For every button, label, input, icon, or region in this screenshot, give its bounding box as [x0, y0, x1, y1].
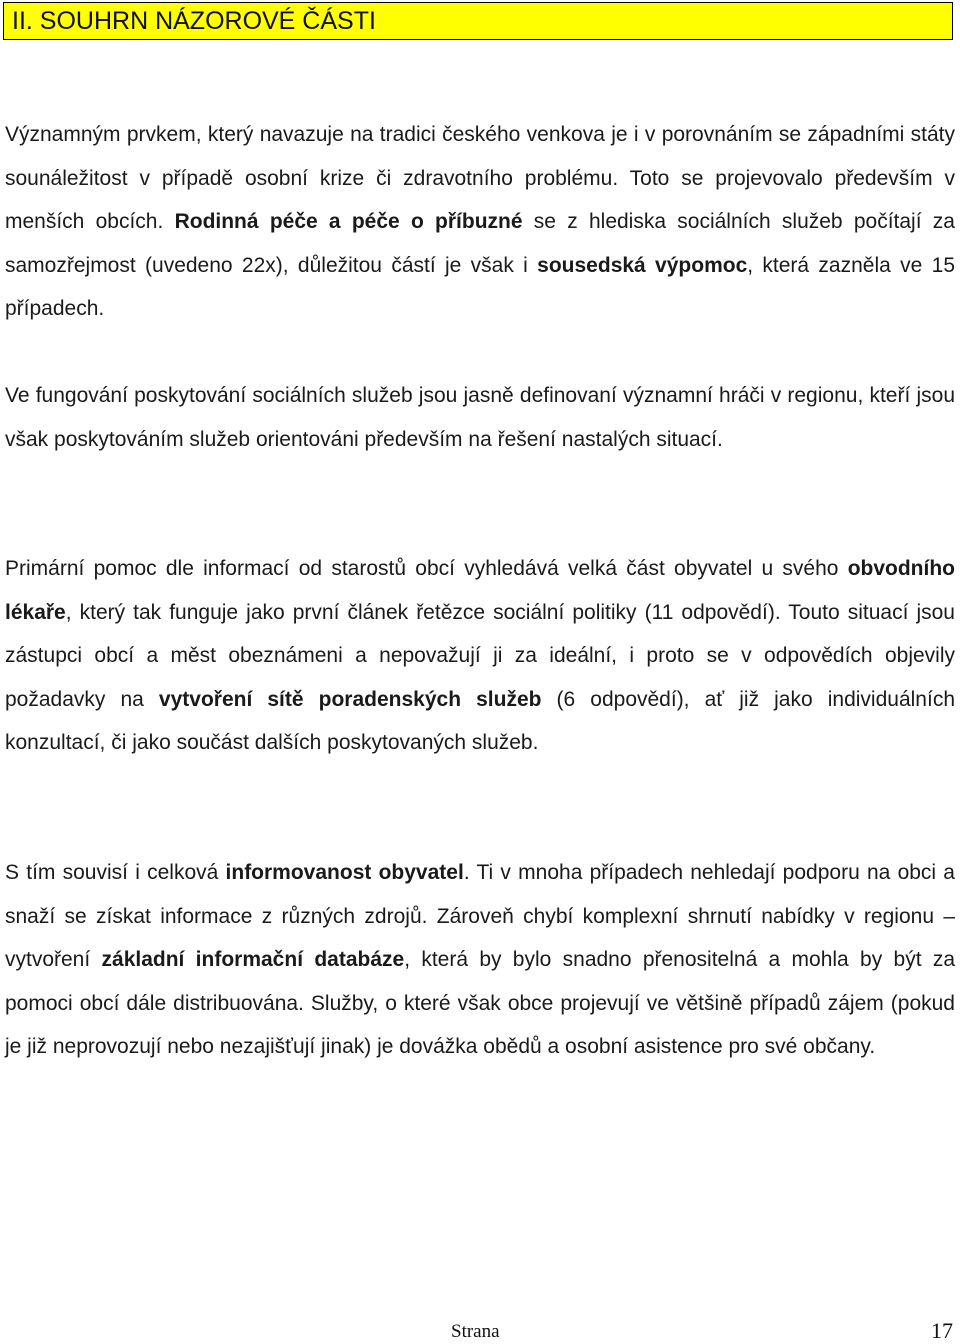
paragraph-1: [5, 113, 955, 331]
paragraph-3-segment-1: Primární pomoc dle informací od starostů obcí vyhledává velká část obyvatel u svého: [5, 557, 848, 580]
paragraph-4-segment-1: S tím souvisí i celková: [5, 861, 226, 884]
paragraph-4-segment-3: . Ti v mnoha případech nehledají podporu na obci a snaží se získat informace z různých zdrojů. Zároveň chybí komplexní shrnutí nabídky v regionu – vytvoření: [5, 861, 955, 972]
footer-page-number: 17: [931, 1318, 953, 1343]
paragraph-2: [5, 374, 955, 461]
paragraph-4-segment-5: , která by bylo snadno přenositelná a mohla by být za pomoci obcí dále distribuována. Služby, o které však obce projevují ve většině případů zájem (pokud je již neprovozují nebo nezajišťují jinak) je dovážka obědů a osobní asistence pro své občany.: [5, 948, 956, 1059]
paragraph-4: [5, 851, 955, 1069]
paragraph-1-segment-3: se z hlediska sociálních služeb počítají za samozřejmost (uvedeno 22x), důležitou částí je však i: [5, 210, 955, 277]
paragraph-2-segment-1: Ve fungování poskytování sociálních služeb jsou jasně definovaní významní hráči v regionu, kteří jsou však poskytováním služeb orientováni především na řešení nastalých situací.: [5, 384, 955, 451]
paragraph-3-bold-counselling-network: vytvoření sítě poradenských služeb: [158, 687, 542, 711]
paragraph-3-bold-gp: obvodního lékaře: [5, 557, 955, 624]
paragraph-3: [5, 547, 955, 765]
paragraph-1-segment-5: , která zazněla ve 15 případech.: [5, 253, 955, 321]
footer-page-label: Strana: [451, 1321, 500, 1342]
paragraph-4-bold-database: základní informační databáze: [101, 948, 405, 972]
paragraph-4-bold-awareness: informovanost obyvatel: [225, 861, 464, 884]
paragraph-3-segment-3: , který tak funguje jako první článek řetězce sociální politiky (11 odpovědí). Touto situací jsou zástupci obcí a měst obeznámeni a nepovažují ji za ideální, i proto se v odpovědích objevily požadavky na: [5, 600, 955, 711]
section-heading: [3, 2, 953, 40]
paragraph-1-bold-family-care: Rodinná péče a péče o příbuzné: [174, 210, 523, 234]
paragraph-1-segment-1: Významným prvkem, který navazuje na tradici českého venkova je i v porovnáním se západními státy sounáležitost v případě osobní krize či zdravotního problému. Toto se projevovalo především v menších obcích.: [5, 123, 955, 234]
paragraph-3-segment-5: (6 odpovědí), ať již jako individuálních konzultací, či jako součást dalších poskytovaných služeb.: [5, 687, 955, 755]
paragraph-1-bold-neighbour-help: sousedská výpomoc: [537, 253, 748, 277]
section-heading-text: II. SOUHRN NÁZOROVÉ ČÁSTI: [12, 7, 376, 35]
